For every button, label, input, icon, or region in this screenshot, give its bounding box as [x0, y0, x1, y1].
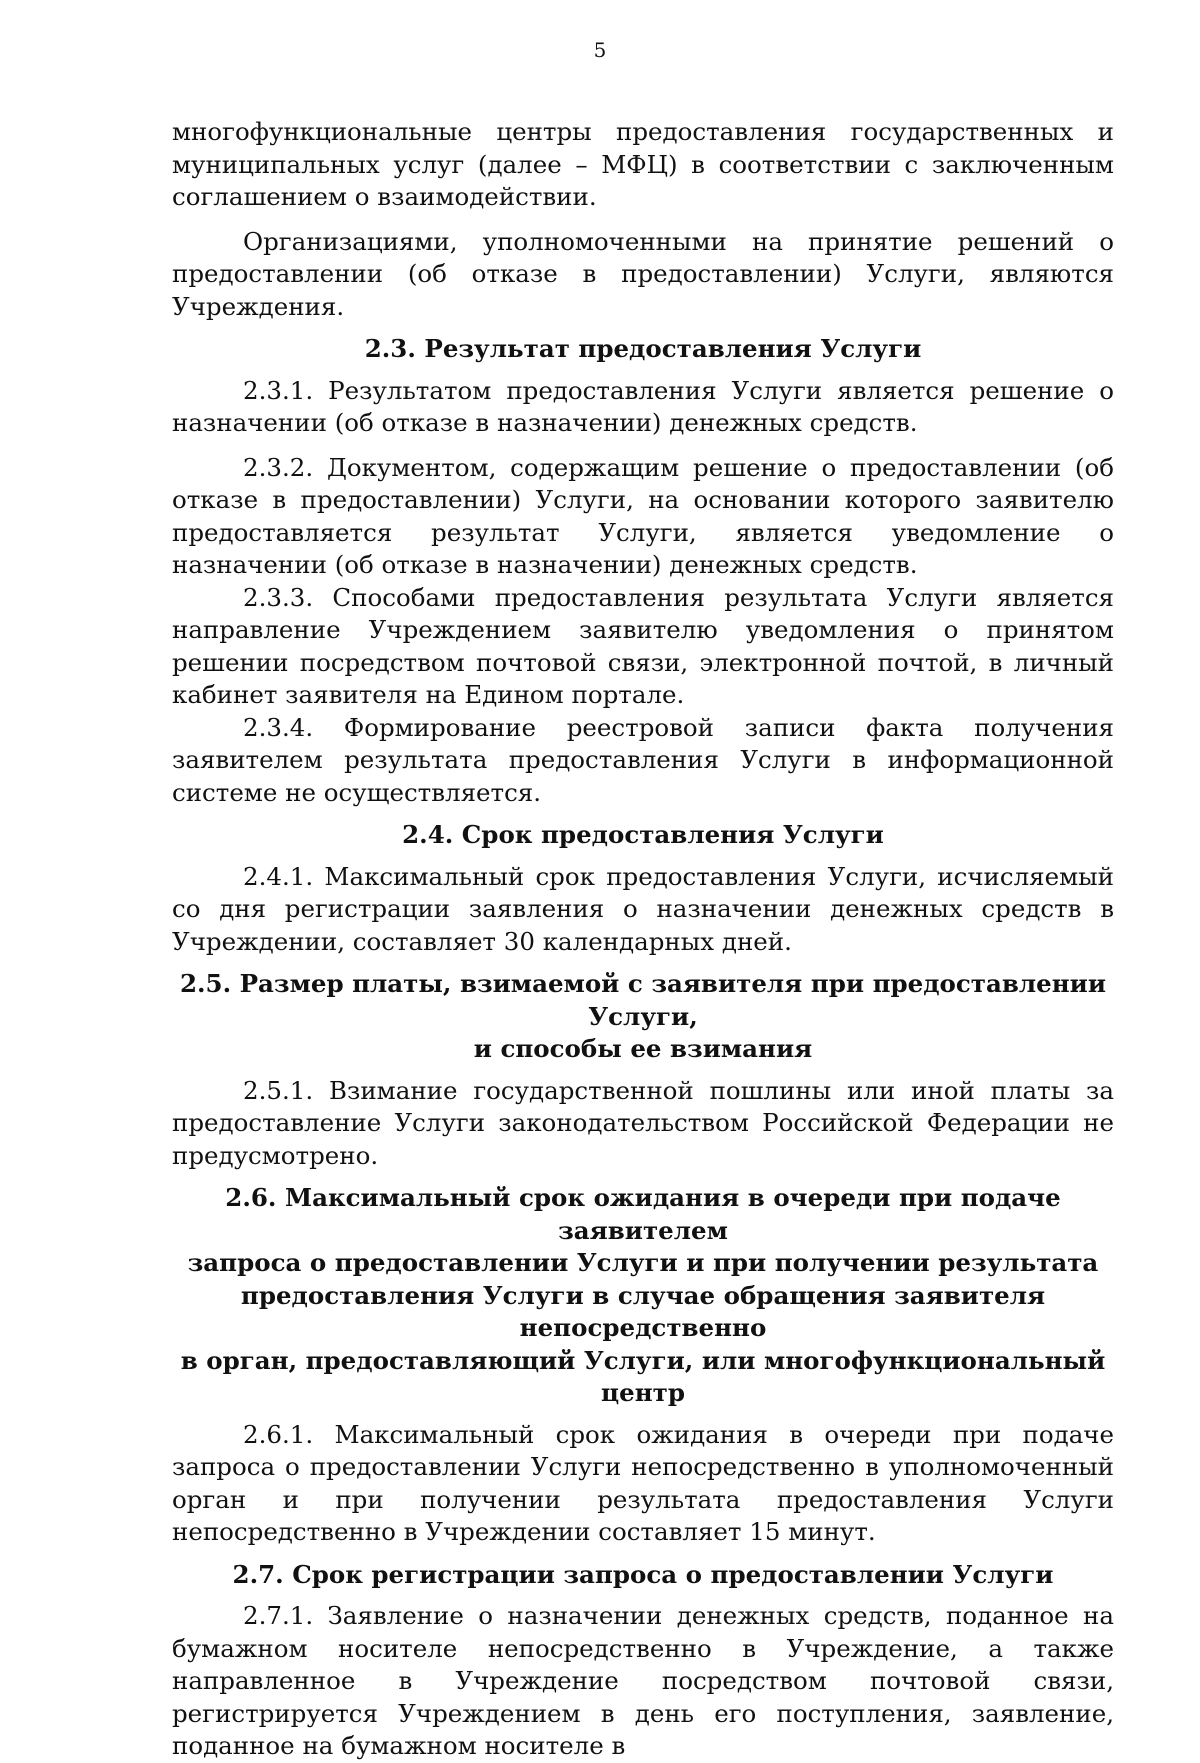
paragraph: многофункциональные центры предоставления государственных и муниципальных услуг (далее – МФЦ) в соответствии с заключенным соглашением о взаимодействии. [172, 117, 1114, 211]
paragraph: Организациями, уполномоченными на принятие решений о предоставлении (об отказе в предоставлении) Услуги, являются Учреждения. [172, 226, 1114, 321]
paragraph: 2.3.2. Документом, содержащим решение о предоставлении (об отказе в предоставлении) Услуги, на основании которого заявителю предоставляется результат Услуги, является уведомление о назначении (об отказе в назначении) денежных средств. [172, 452, 1114, 579]
paragraph: 2.7.1. Заявление о назначении денежных средств, поданное на бумажном носителе непосредственно в Учреждение, а также направленное в Учреждение посредством почтовой связи, регистрируется Учреждением в день его поступления, заявление, поданное на бумажном носителе в [172, 1601, 1114, 1760]
section-heading [172, 968, 1114, 1066]
page-number: 5 [593, 38, 607, 62]
section-heading-line: и способы ее взимания [473, 1034, 813, 1063]
section-heading-line: запроса о предоставлении Услуги и при получении результата [187, 1248, 1099, 1277]
document-body [172, 116, 1114, 1763]
section-heading [172, 1182, 1114, 1410]
paragraph: 2.3.3. Способами предоставления результата Услуги является направление Учреждением заявителю уведомления о принятом решении посредством почтовой связи, электронной почтой, в личный кабинет заявителя на Едином портале. [172, 582, 1114, 709]
section-heading-line: 2.4. Срок предоставления Услуги [402, 820, 884, 849]
paragraph: 2.3.1. Результатом предоставления Услуги является решение о назначении (об отказе в назначении) денежных средств. [172, 375, 1114, 437]
paragraph: 2.3.4. Формирование реестровой записи факта получения заявителем результата предоставления Услуги в информационной системе не осуществляется. [172, 712, 1114, 807]
section-heading-line: 2.7. Срок регистрации запроса о предоставлении Услуги [232, 1559, 1054, 1589]
paragraph: 2.4.1. Максимальный срок предоставления Услуги, исчисляемый со дня регистрации заявления о назначении денежных средств в Учреждении, составляет 30 календарных дней. [172, 861, 1114, 956]
section-heading [172, 1559, 1114, 1592]
paragraph: 2.5.1. Взимание государственной пошлины или иной платы за предоставление Услуги законодательством Российской Федерации не предусмотрено. [172, 1075, 1114, 1170]
section-heading-line: предоставления Услуги в случае обращения заявителя непосредственно [240, 1280, 1046, 1342]
section-heading [172, 819, 1114, 852]
section-heading-line: 2.6. Максимальный срок ожидания в очереди при подаче заявителем [225, 1183, 1061, 1245]
section-heading-line: в орган, предоставляющий Услуги, или многофункциональный центр [180, 1345, 1106, 1407]
section-heading-line: 2.5. Размер платы, взимаемой с заявителя при предоставлении Услуги, [179, 969, 1107, 1031]
section-heading [172, 333, 1114, 366]
section-heading-line: 2.3. Результат предоставления Услуги [364, 334, 922, 363]
paragraph: 2.6.1. Максимальный срок ожидания в очереди при подаче запроса о предоставлении Услуги непосредственно в уполномоченный орган и при получении результата предоставления Услуги непосредственно в Учреждении составляет 15 минут. [172, 1419, 1114, 1546]
